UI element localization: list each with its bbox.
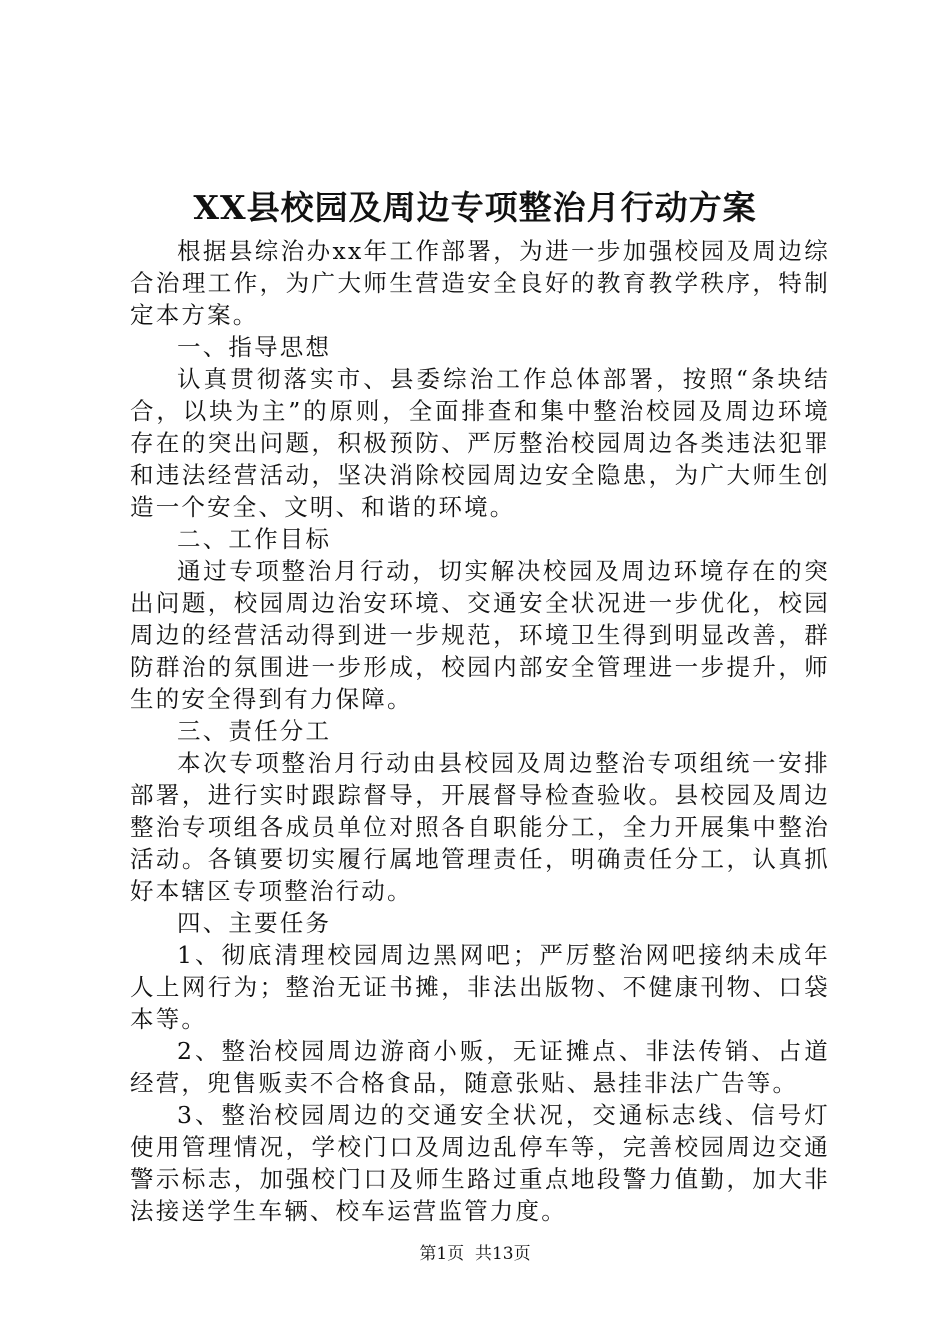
page-footer: 第1页 共13页 xyxy=(419,1244,531,1264)
section-heading-work-goals: 二、工作目标 xyxy=(177,525,332,553)
work-goals-paragraph: 通过专项整治月行动，切实解决校园及周边环境存在的突出问题，校园周边治安环境、交通安全状况进一步优化，校园周边的经营活动得到进一步规范，环境卫生得到明显改善，群防群治的氛围进一步形成，校园内部安全管理进一步提升，师生的安全得到有力保障。 xyxy=(130,557,830,713)
task-item-1: 1、彻底清理校园周边黑网吧；严厉整治网吧接纳未成年人上网行为；整治无证书摊，非法出版物、不健康刊物、口袋本等。 xyxy=(130,941,830,1033)
section-heading-responsibilities: 三、责任分工 xyxy=(177,717,332,745)
guiding-thought-paragraph: 认真贯彻落实市、县委综治工作总体部署，按照“条块结合，以块为主”的原则，全面排查和集中整治校园及周边环境存在的突出问题，积极预防、严厉整治校园周边各类违法犯罪和违法经营活动，坚决消除校园周边安全隐患，为广大师生创造一个安全、文明、和谐的环境。 xyxy=(130,365,830,521)
task-item-3: 3、整治校园周边的交通安全状况，交通标志线、信号灯使用管理情况，学校门口及周边乱停车等，完善校园周边交通警示标志，加强校门口及师生路过重点地段警力值勤，加大非法接送学生车辆、校车运营监管力度。 xyxy=(130,1101,830,1225)
document-body xyxy=(130,235,830,1227)
document-title: XX县校园及周边专项整治月行动方案 xyxy=(193,188,757,227)
section-heading-guiding-thought: 一、指导思想 xyxy=(177,333,332,361)
section-heading-main-tasks: 四、主要任务 xyxy=(177,909,332,937)
task-item-2: 2、整治校园周边游商小贩，无证摊点、非法传销、占道经营，兜售贩卖不合格食品，随意张贴、悬挂非法广告等。 xyxy=(130,1037,830,1097)
intro-paragraph: 根据县综治办xx年工作部署，为进一步加强校园及周边综合治理工作，为广大师生营造安全良好的教育教学秩序，特制定本方案。 xyxy=(130,237,830,329)
responsibilities-paragraph: 本次专项整治月行动由县校园及周边整治专项组统一安排部署，进行实时跟踪督导，开展督导检查验收。县校园及周边整治专项组各成员单位对照各自职能分工，全力开展集中整治活动。各镇要切实履行属地管理责任，明确责任分工，认真抓好本辖区专项整治行动。 xyxy=(130,749,830,905)
